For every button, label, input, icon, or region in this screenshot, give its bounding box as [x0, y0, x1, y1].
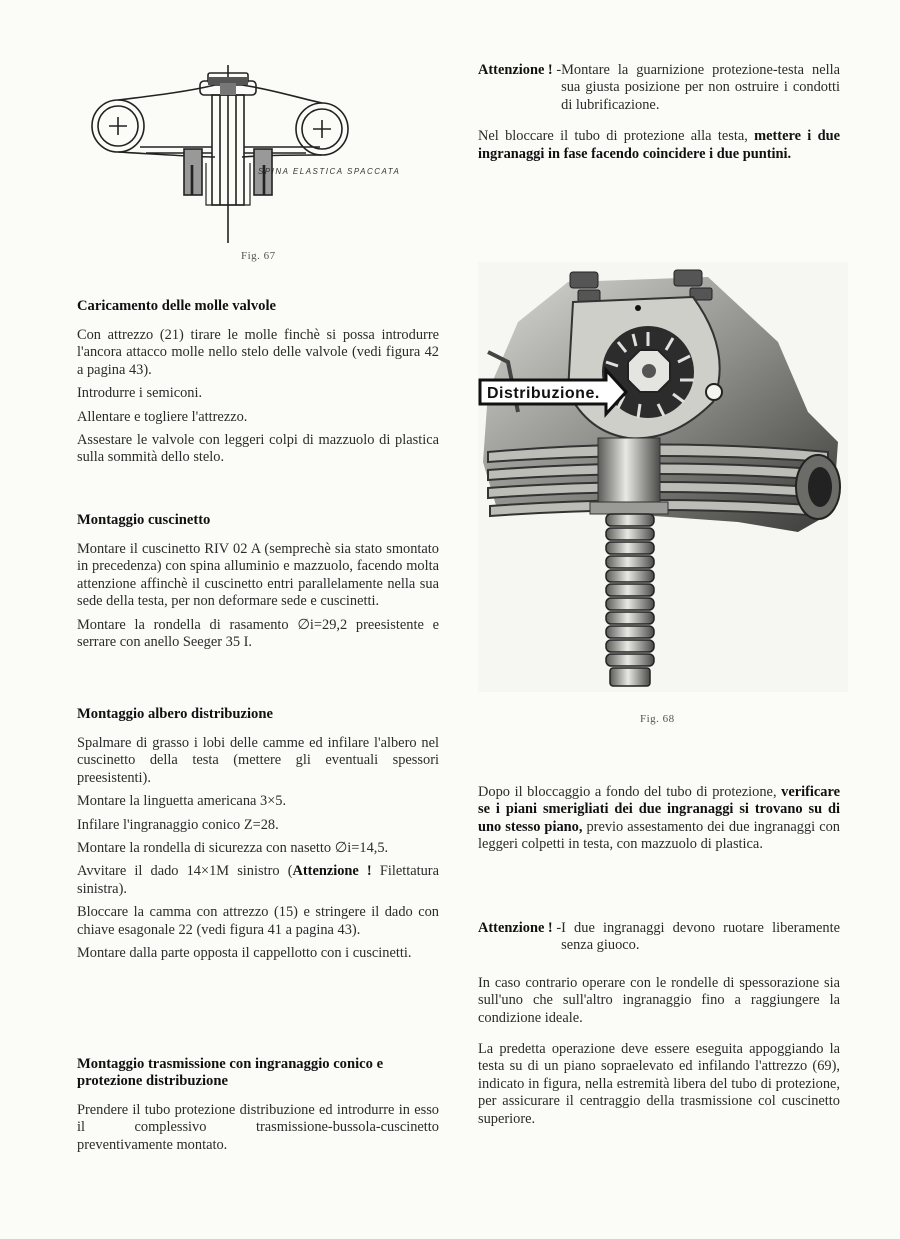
- paragraph: Montare la rondella di rasamento ∅i=29,2 preesistente e serrare con anello Seeger 35 I.: [77, 616, 439, 651]
- paragraph: Montare la rondella di sicurezza con nasetto ∅i=14,5.: [77, 840, 389, 857]
- attenzione-label: Attenzione !: [478, 62, 553, 78]
- left-column: [77, 298, 439, 467]
- figure-67-annotation: SPINA ELASTICA SPACCATA: [258, 167, 401, 176]
- left-column-s2: [77, 512, 439, 651]
- figure-67-caption: Fig. 67: [241, 250, 276, 262]
- paragraph: Assestare le valvole con leggeri colpi di mazzuolo di plastica sulla sommità dello stelo.: [77, 432, 439, 466]
- attenzione-text: I due ingranaggi devono ruotare liberamente senza giuoco.: [561, 920, 840, 954]
- dash: -: [552, 62, 562, 78]
- heading-montaggio-albero: Montaggio albero distribuzione: [77, 706, 273, 722]
- paragraph: Montare il cuscinetto RIV 02 A (semprechè sia stato smontato in precedenza) con spina alluminio e mazzuolo, facendo molta attenzione affinchè il cuscinetto entri parallelamente nella sua sede della testa, per non deformare sede e cuscinetti.: [77, 541, 439, 610]
- paragraph: Prendere il tubo protezione distribuzione ed introdurre in esso il complessivo trasmissione-bussola-cuscinetto preventivamente montato.: [77, 1102, 439, 1153]
- paragraph: [478, 128, 840, 163]
- left-column-s3: [77, 706, 439, 962]
- heading-montaggio-cuscinetto: Montaggio cuscinetto: [77, 512, 211, 528]
- bold-run: mettere i due ingranaggi in fase facendo coincidere i due puntini.: [478, 128, 840, 162]
- paragraph: Spalmare di grasso i lobi delle camme ed infilare l'albero nel cuscinetto della testa (mettere gli eventuali spessori preesistenti).: [77, 735, 439, 786]
- attenzione-label: Attenzione !: [478, 920, 553, 936]
- bold-run: verificare se i piani smerigliati dei due ingranaggi si trovano su di uno stesso piano,: [478, 784, 840, 835]
- paragraph: Montare dalla parte opposta il cappellotto con i cuscinetti.: [77, 945, 412, 962]
- right-column-att2: [478, 920, 840, 1128]
- attenzione-note-1: [478, 62, 840, 114]
- paragraph: Con attrezzo (21) tirare le molle finchè si possa introdurre l'ancora attacco molle nello stelo delle valvole (vedi figura 42 a pagina 43).: [77, 327, 439, 378]
- paragraph: Allentare e togliere l'attrezzo.: [77, 408, 248, 425]
- attenzione-bold: Attenzione !: [292, 863, 372, 880]
- heading-caricamento: Caricamento delle molle valvole: [77, 298, 276, 314]
- text-run: Filettatura sinistra).: [77, 863, 439, 897]
- figure-68-photo: [478, 262, 848, 692]
- paragraph: Introdurre i semiconi.: [77, 385, 203, 402]
- paragraph: Infilare l'ingranaggio conico Z=28.: [77, 816, 279, 833]
- distribuzione-callout: Distribuzione.: [487, 385, 600, 402]
- attenzione-note-2: [478, 920, 840, 955]
- text-run: Avvitare il dado 14×1M sinistro (: [77, 863, 293, 880]
- heading-montaggio-trasmissione: Montaggio trasmissione con ingranaggio conico e protezione distribuzione: [77, 1056, 384, 1089]
- text-run: Dopo il bloccaggio a fondo del tubo di protezione,: [478, 784, 782, 800]
- paragraph: [77, 863, 439, 898]
- dash: -: [552, 920, 562, 936]
- attenzione-text: Montare la guarnizione protezione-testa nella sua giusta posizione per non ostruire i condotti di lubrificazione.: [561, 62, 840, 113]
- right-column-top: [478, 62, 840, 163]
- figure-67-drawing: [80, 65, 380, 245]
- left-column-s4: [77, 1056, 439, 1154]
- figure-68-caption: Fig. 68: [640, 713, 675, 725]
- attenzione-lead: [478, 920, 561, 955]
- paragraph: La predetta operazione deve essere eseguita appoggiando la testa su di un piano sopraelevato ed infilando l'attrezzo (69), indicato in figura, nella estremità libera del tubo di protezione, per assicurare il centraggio della trasmissione col cuscinetto superiore.: [478, 1041, 840, 1127]
- paragraph: [478, 784, 840, 854]
- right-column-bottom: [478, 784, 840, 854]
- text-run: previo assestamento dei due ingranaggi con leggeri colpetti in testa, con mazzuolo di plastica.: [478, 818, 840, 853]
- paragraph: In caso contrario operare con le rondelle di spessorazione sia sull'uno che sull'altro ingranaggio fino a raggiungere la condizione ideale.: [478, 974, 840, 1026]
- paragraph: Bloccare la camma con attrezzo (15) e stringere il dado con chiave esagonale 22 (vedi figura 41 a pagina 43).: [77, 904, 439, 938]
- text-run: Nel bloccare il tubo di protezione alla testa,: [478, 128, 755, 145]
- attenzione-lead: [478, 62, 561, 114]
- paragraph: Montare la linguetta americana 3×5.: [77, 793, 287, 810]
